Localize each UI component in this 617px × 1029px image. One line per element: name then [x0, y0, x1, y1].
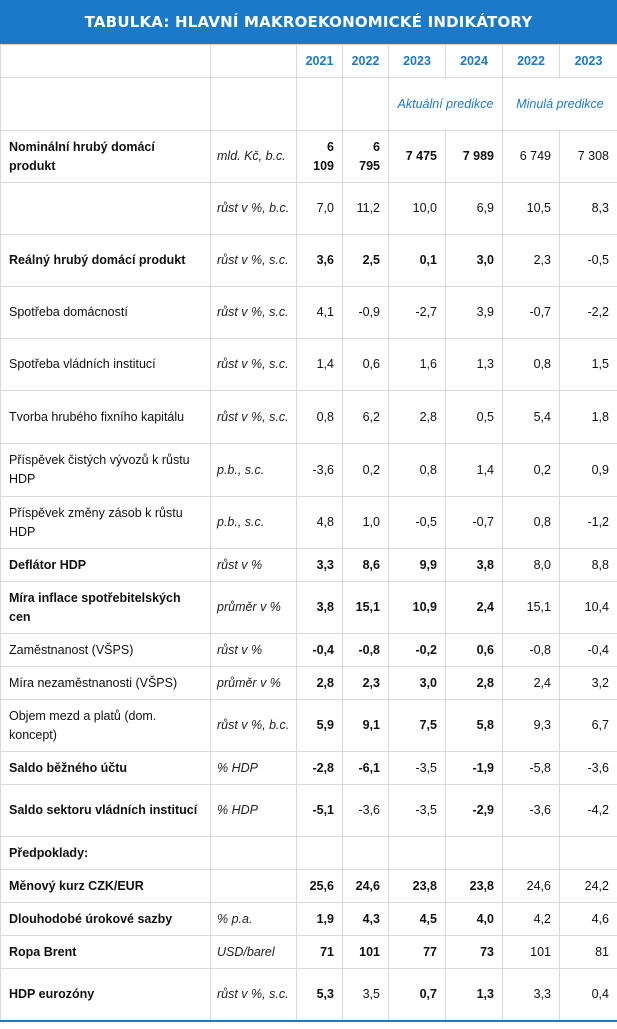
table-row	[1, 131, 617, 183]
value-cell	[446, 837, 503, 870]
unit-header-cell	[211, 45, 297, 78]
indicator-unit: p.b., s.c.	[211, 497, 297, 549]
value-cell: -1,9	[446, 752, 503, 785]
value-cell: 3,3	[503, 969, 560, 1021]
indicator-unit: růst v %	[211, 549, 297, 582]
value-cell: 73	[446, 936, 503, 969]
blank-cell	[297, 78, 343, 131]
value-cell: 4,1	[297, 287, 343, 339]
value-cell: -3,6	[297, 444, 343, 497]
value-cell: 1,0	[343, 497, 389, 549]
value-cell: 6 795	[343, 131, 389, 183]
value-cell: 24,6	[343, 870, 389, 903]
value-cell: 101	[503, 936, 560, 969]
year-header: 2022	[503, 45, 560, 78]
value-cell: 8,3	[560, 183, 617, 235]
value-cell: 6,7	[560, 700, 617, 752]
value-cell: 0,2	[503, 444, 560, 497]
indicator-label: Reálný hrubý domácí produkt	[1, 235, 211, 287]
value-cell: 1,4	[297, 339, 343, 391]
value-cell: 5,8	[446, 700, 503, 752]
value-cell: 7 989	[446, 131, 503, 183]
value-cell: -3,6	[503, 785, 560, 837]
indicator-unit: průměr v %	[211, 582, 297, 634]
blank-cell	[343, 78, 389, 131]
value-cell: -0,5	[560, 235, 617, 287]
indicator-unit: průměr v %	[211, 667, 297, 700]
indicator-unit: růst v %, s.c.	[211, 339, 297, 391]
previous-prediction-label: Minulá predikce	[503, 78, 617, 131]
indicator-label: Příspěvek čistých vývozů k růstu HDP	[1, 444, 211, 497]
value-cell: 10,4	[560, 582, 617, 634]
indicator-label: Míra inflace spotřebitelských cen	[1, 582, 211, 634]
indicator-unit: % p.a.	[211, 903, 297, 936]
value-cell: 3,8	[446, 549, 503, 582]
value-cell: 10,5	[503, 183, 560, 235]
value-cell: 0,6	[343, 339, 389, 391]
prediction-header-row	[1, 78, 617, 131]
indicator-label: Deflátor HDP	[1, 549, 211, 582]
table-row	[1, 837, 617, 870]
value-cell: 2,8	[446, 667, 503, 700]
table-row	[1, 391, 617, 444]
blank-cell	[1, 78, 211, 131]
value-cell: 1,8	[560, 391, 617, 444]
value-cell: 0,7	[389, 969, 446, 1021]
value-cell: 23,8	[446, 870, 503, 903]
value-cell: 81	[560, 936, 617, 969]
value-cell: 3,2	[560, 667, 617, 700]
year-header: 2023	[560, 45, 617, 78]
value-cell: -3,6	[560, 752, 617, 785]
value-cell: 7 475	[389, 131, 446, 183]
value-cell: 9,1	[343, 700, 389, 752]
indicator-unit: mld. Kč, b.c.	[211, 131, 297, 183]
indicator-label: Nominální hrubý domácí produkt	[1, 131, 211, 183]
value-cell: 0,8	[297, 391, 343, 444]
indicator-label: Saldo sektoru vládních institucí	[1, 785, 211, 837]
year-header: 2022	[343, 45, 389, 78]
value-cell: 10,9	[389, 582, 446, 634]
value-cell: -1,2	[560, 497, 617, 549]
value-cell: -2,8	[297, 752, 343, 785]
indicator-unit	[211, 837, 297, 870]
value-cell: 77	[389, 936, 446, 969]
value-cell: 3,5	[343, 969, 389, 1021]
value-cell: 0,8	[503, 339, 560, 391]
value-cell: 7,5	[389, 700, 446, 752]
value-cell: -0,4	[560, 634, 617, 667]
table-row	[1, 969, 617, 1021]
value-cell: 6 109	[297, 131, 343, 183]
table-row	[1, 634, 617, 667]
value-cell	[560, 837, 617, 870]
value-cell: 5,9	[297, 700, 343, 752]
value-cell: 15,1	[343, 582, 389, 634]
value-cell: -5,1	[297, 785, 343, 837]
value-cell: 11,2	[343, 183, 389, 235]
value-cell: 23,8	[389, 870, 446, 903]
value-cell: -0,7	[503, 287, 560, 339]
value-cell: 15,1	[503, 582, 560, 634]
indicator-unit: USD/barel	[211, 936, 297, 969]
value-cell: 25,6	[297, 870, 343, 903]
indicator-unit: růst v %, s.c.	[211, 287, 297, 339]
table-row	[1, 936, 617, 969]
value-cell: 2,4	[446, 582, 503, 634]
year-header: 2023	[389, 45, 446, 78]
table-row	[1, 903, 617, 936]
value-cell: 1,3	[446, 339, 503, 391]
value-cell	[503, 837, 560, 870]
indicator-label	[1, 183, 211, 235]
value-cell: -0,8	[503, 634, 560, 667]
indicator-label: Příspěvek změny zásob k růstu HDP	[1, 497, 211, 549]
value-cell: 9,3	[503, 700, 560, 752]
year-header: 2024	[446, 45, 503, 78]
table-row	[1, 287, 617, 339]
table-title: TABULKA: HLAVNÍ MAKROEKONOMICKÉ INDIKÁTORY	[0, 0, 617, 44]
value-cell: 0,9	[560, 444, 617, 497]
indicator-unit: % HDP	[211, 785, 297, 837]
corner-cell	[1, 45, 211, 78]
value-cell: -2,2	[560, 287, 617, 339]
value-cell: 71	[297, 936, 343, 969]
value-cell: -3,5	[389, 752, 446, 785]
value-cell: 0,6	[446, 634, 503, 667]
blank-cell	[211, 78, 297, 131]
table-row	[1, 339, 617, 391]
value-cell: 6,9	[446, 183, 503, 235]
value-cell: 4,8	[297, 497, 343, 549]
value-cell: -0,2	[389, 634, 446, 667]
value-cell: -2,9	[446, 785, 503, 837]
table-row	[1, 549, 617, 582]
value-cell: 2,8	[297, 667, 343, 700]
value-cell: 1,4	[446, 444, 503, 497]
value-cell: 2,8	[389, 391, 446, 444]
value-cell: 2,4	[503, 667, 560, 700]
table-row	[1, 582, 617, 634]
value-cell: 6 749	[503, 131, 560, 183]
table-row	[1, 700, 617, 752]
value-cell: -5,8	[503, 752, 560, 785]
value-cell: -6,1	[343, 752, 389, 785]
value-cell: -0,9	[343, 287, 389, 339]
value-cell: 0,8	[389, 444, 446, 497]
value-cell: 4,6	[560, 903, 617, 936]
value-cell: -0,8	[343, 634, 389, 667]
value-cell: 7,0	[297, 183, 343, 235]
indicator-label: Dlouhodobé úrokové sazby	[1, 903, 211, 936]
indicator-unit: p.b., s.c.	[211, 444, 297, 497]
value-cell: 3,0	[446, 235, 503, 287]
value-cell: 3,9	[446, 287, 503, 339]
value-cell: 2,3	[503, 235, 560, 287]
indicator-unit: růst v %, s.c.	[211, 969, 297, 1021]
value-cell: 4,0	[446, 903, 503, 936]
table-row	[1, 183, 617, 235]
value-cell: 4,2	[503, 903, 560, 936]
value-cell: 2,5	[343, 235, 389, 287]
value-cell: 6,2	[343, 391, 389, 444]
table-row	[1, 870, 617, 903]
value-cell: 8,8	[560, 549, 617, 582]
value-cell: -3,5	[389, 785, 446, 837]
value-cell: -4,2	[560, 785, 617, 837]
table-row	[1, 667, 617, 700]
value-cell: 24,2	[560, 870, 617, 903]
indicator-label: Spotřeba vládních institucí	[1, 339, 211, 391]
value-cell	[343, 837, 389, 870]
indicator-unit: % HDP	[211, 752, 297, 785]
value-cell: 4,3	[343, 903, 389, 936]
value-cell: 1,6	[389, 339, 446, 391]
value-cell: 3,8	[297, 582, 343, 634]
value-cell: 24,6	[503, 870, 560, 903]
value-cell	[389, 837, 446, 870]
value-cell: 3,6	[297, 235, 343, 287]
indicator-unit	[211, 870, 297, 903]
value-cell: 3,3	[297, 549, 343, 582]
value-cell: 0,1	[389, 235, 446, 287]
value-cell: 9,9	[389, 549, 446, 582]
indicator-label: Saldo běžného účtu	[1, 752, 211, 785]
indicator-unit: růst v %, s.c.	[211, 391, 297, 444]
value-cell: -0,4	[297, 634, 343, 667]
value-cell	[297, 837, 343, 870]
value-cell: 1,9	[297, 903, 343, 936]
current-prediction-label: Aktuální predikce	[389, 78, 503, 131]
table-row	[1, 444, 617, 497]
indicator-label: Míra nezaměstnanosti (VŠPS)	[1, 667, 211, 700]
value-cell: 3,0	[389, 667, 446, 700]
table-row	[1, 785, 617, 837]
value-cell: 0,8	[503, 497, 560, 549]
indicator-label: HDP eurozóny	[1, 969, 211, 1021]
value-cell: 8,0	[503, 549, 560, 582]
indicator-unit: růst v %, s.c.	[211, 235, 297, 287]
year-header-row	[1, 45, 617, 78]
indicator-unit: růst v %, b.c.	[211, 700, 297, 752]
value-cell: -3,6	[343, 785, 389, 837]
macro-indicators-table	[0, 44, 617, 1022]
value-cell: -0,5	[389, 497, 446, 549]
value-cell: 2,3	[343, 667, 389, 700]
value-cell: 0,5	[446, 391, 503, 444]
table-row	[1, 235, 617, 287]
value-cell: 5,3	[297, 969, 343, 1021]
value-cell: 7 308	[560, 131, 617, 183]
indicator-label: Předpoklady:	[1, 837, 211, 870]
indicator-unit: růst v %	[211, 634, 297, 667]
value-cell: 4,5	[389, 903, 446, 936]
indicator-label: Zaměstnanost (VŠPS)	[1, 634, 211, 667]
indicator-label: Objem mezd a platů (dom. koncept)	[1, 700, 211, 752]
indicator-label: Ropa Brent	[1, 936, 211, 969]
value-cell: 1,5	[560, 339, 617, 391]
indicator-label: Tvorba hrubého fixního kapitálu	[1, 391, 211, 444]
value-cell: 10,0	[389, 183, 446, 235]
value-cell: 0,4	[560, 969, 617, 1021]
value-cell: 101	[343, 936, 389, 969]
value-cell: -0,7	[446, 497, 503, 549]
value-cell: -2,7	[389, 287, 446, 339]
value-cell: 1,3	[446, 969, 503, 1021]
value-cell: 0,2	[343, 444, 389, 497]
indicator-unit: růst v %, b.c.	[211, 183, 297, 235]
indicator-label: Spotřeba domácností	[1, 287, 211, 339]
table-row	[1, 752, 617, 785]
value-cell: 5,4	[503, 391, 560, 444]
indicator-label: Měnový kurz CZK/EUR	[1, 870, 211, 903]
year-header: 2021	[297, 45, 343, 78]
value-cell: 8,6	[343, 549, 389, 582]
table-row	[1, 497, 617, 549]
